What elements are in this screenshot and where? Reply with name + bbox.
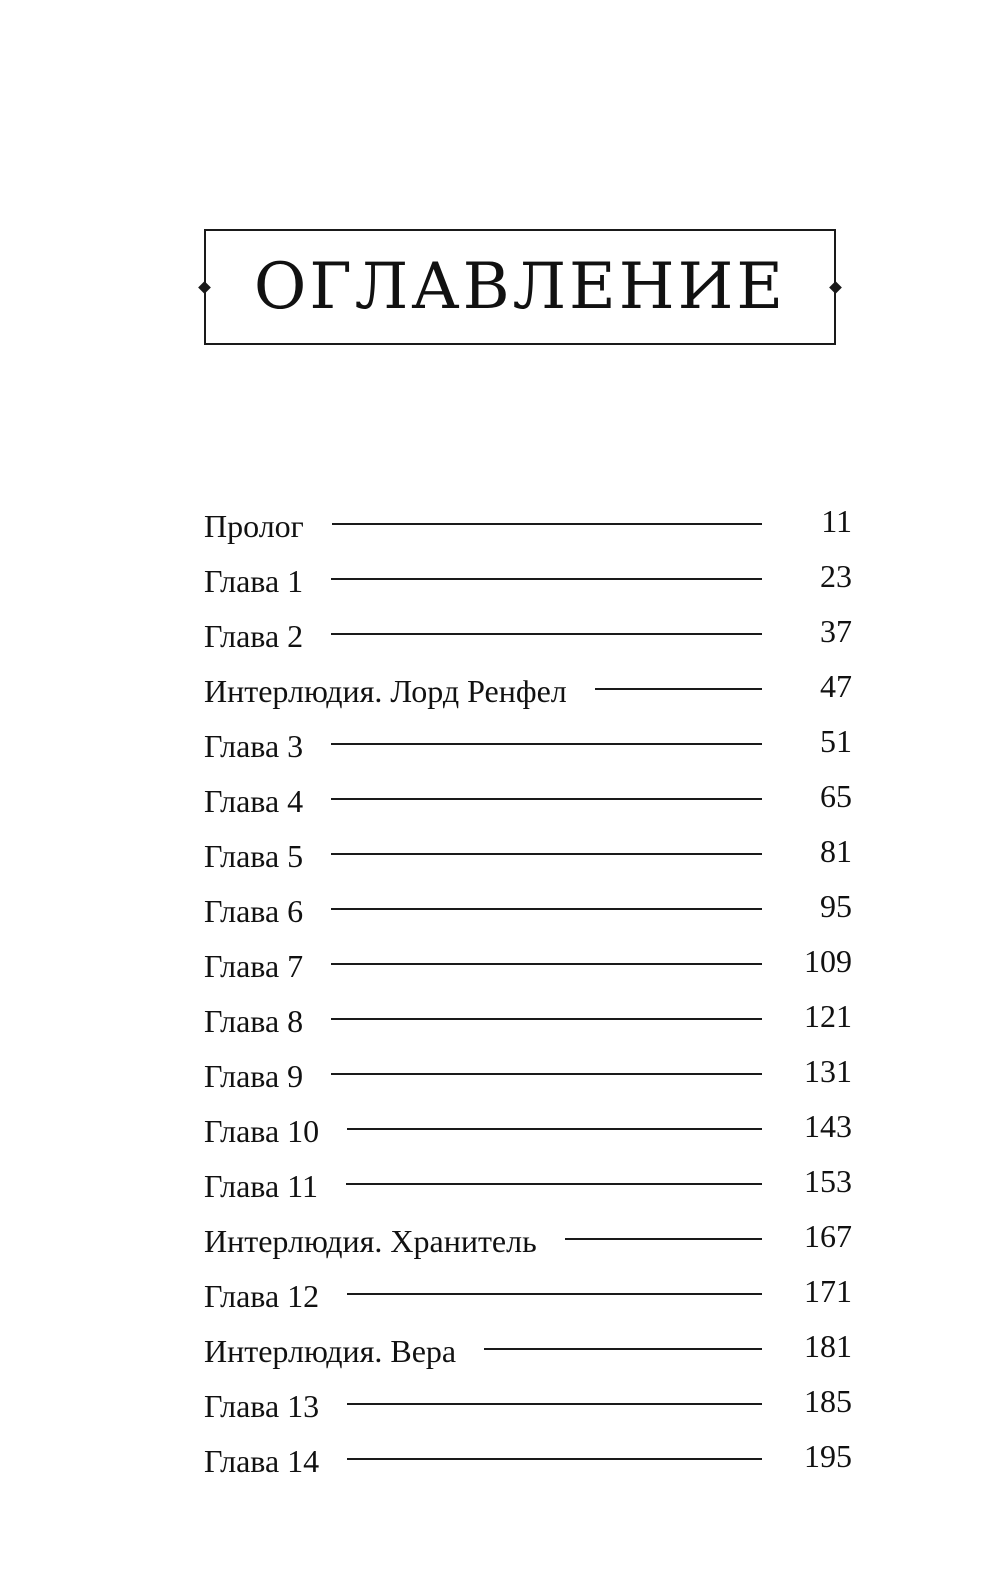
toc-leader-line xyxy=(331,743,762,745)
table-of-contents xyxy=(204,498,852,1488)
toc-leader-line xyxy=(331,908,762,910)
toc-entry[interactable] xyxy=(204,553,852,608)
toc-entry-page: 109 xyxy=(804,942,852,979)
toc-entry-label: Глава 10 xyxy=(204,1112,320,1149)
toc-entry-label: Интерлюдия. Вера xyxy=(204,1332,457,1369)
toc-entry-label: Интерлюдия. Лорд Ренфел xyxy=(204,672,567,709)
toc-entry-label: Пролог xyxy=(204,507,304,544)
toc-entry-page: 23 xyxy=(820,557,852,594)
toc-entry[interactable] xyxy=(204,938,852,993)
toc-entry[interactable] xyxy=(204,663,852,718)
toc-entry-page: 11 xyxy=(821,502,852,539)
toc-entry-page: 143 xyxy=(804,1107,852,1144)
toc-entry-page: 171 xyxy=(804,1272,852,1309)
toc-entry-label: Глава 4 xyxy=(204,782,304,819)
toc-leader-line xyxy=(347,1458,762,1460)
toc-entry-label: Глава 8 xyxy=(204,1002,304,1039)
toc-entry[interactable] xyxy=(204,828,852,883)
page-title: ОГЛАВЛЕНИЕ xyxy=(253,250,787,324)
toc-entry-page: 51 xyxy=(820,722,852,759)
toc-entry-label: Глава 9 xyxy=(204,1057,304,1094)
toc-entry-page: 95 xyxy=(820,887,852,924)
toc-entry-page: 195 xyxy=(804,1437,852,1474)
toc-entry[interactable] xyxy=(204,1213,852,1268)
toc-entry-label: Глава 5 xyxy=(204,837,304,874)
toc-entry[interactable] xyxy=(204,993,852,1048)
toc-leader-line xyxy=(331,578,762,580)
toc-entry-label: Глава 6 xyxy=(204,892,304,929)
toc-entry[interactable] xyxy=(204,718,852,773)
toc-leader-line xyxy=(331,963,762,965)
toc-entry[interactable] xyxy=(204,498,852,553)
toc-entry-label: Глава 13 xyxy=(204,1387,320,1424)
toc-leader-line xyxy=(347,1403,762,1405)
toc-entry[interactable] xyxy=(204,1268,852,1323)
toc-entry-page: 153 xyxy=(804,1162,852,1199)
toc-leader-line xyxy=(331,798,762,800)
toc-leader-line xyxy=(331,1018,762,1020)
toc-entry-label: Глава 11 xyxy=(204,1167,318,1204)
toc-entry-label: Глава 3 xyxy=(204,727,304,764)
toc-entry[interactable] xyxy=(204,883,852,938)
toc-leader-line xyxy=(346,1183,762,1185)
toc-entry[interactable] xyxy=(204,1323,852,1378)
toc-entry[interactable] xyxy=(204,1158,852,1213)
toc-entry-label: Глава 1 xyxy=(204,562,304,599)
toc-leader-line xyxy=(332,523,762,525)
toc-leader-line xyxy=(331,853,762,855)
toc-entry-page: 185 xyxy=(804,1382,852,1419)
title-frame xyxy=(204,229,836,345)
toc-leader-line xyxy=(595,688,762,690)
toc-entry[interactable] xyxy=(204,773,852,828)
toc-entry-page: 65 xyxy=(820,777,852,814)
toc-entry-page: 81 xyxy=(820,832,852,869)
toc-entry-label: Глава 14 xyxy=(204,1442,320,1479)
toc-entry-page: 181 xyxy=(804,1327,852,1364)
toc-leader-line xyxy=(331,1073,762,1075)
toc-entry-page: 47 xyxy=(820,667,852,704)
toc-entry[interactable] xyxy=(204,608,852,663)
toc-entry-label: Интерлюдия. Хранитель xyxy=(204,1222,537,1259)
toc-entry[interactable] xyxy=(204,1048,852,1103)
toc-leader-line xyxy=(347,1293,762,1295)
toc-leader-line xyxy=(347,1128,762,1130)
toc-entry-label: Глава 12 xyxy=(204,1277,320,1314)
toc-leader-line xyxy=(565,1238,762,1240)
toc-leader-line xyxy=(484,1348,762,1350)
toc-entry-label: Глава 2 xyxy=(204,617,304,654)
toc-entry[interactable] xyxy=(204,1378,852,1433)
toc-entry-label: Глава 7 xyxy=(204,947,304,984)
toc-entry[interactable] xyxy=(204,1433,852,1488)
toc-entry-page: 37 xyxy=(820,612,852,649)
toc-entry-page: 167 xyxy=(804,1217,852,1254)
toc-entry-page: 121 xyxy=(804,997,852,1034)
toc-entry[interactable] xyxy=(204,1103,852,1158)
toc-entry-page: 131 xyxy=(804,1052,852,1089)
toc-leader-line xyxy=(331,633,762,635)
